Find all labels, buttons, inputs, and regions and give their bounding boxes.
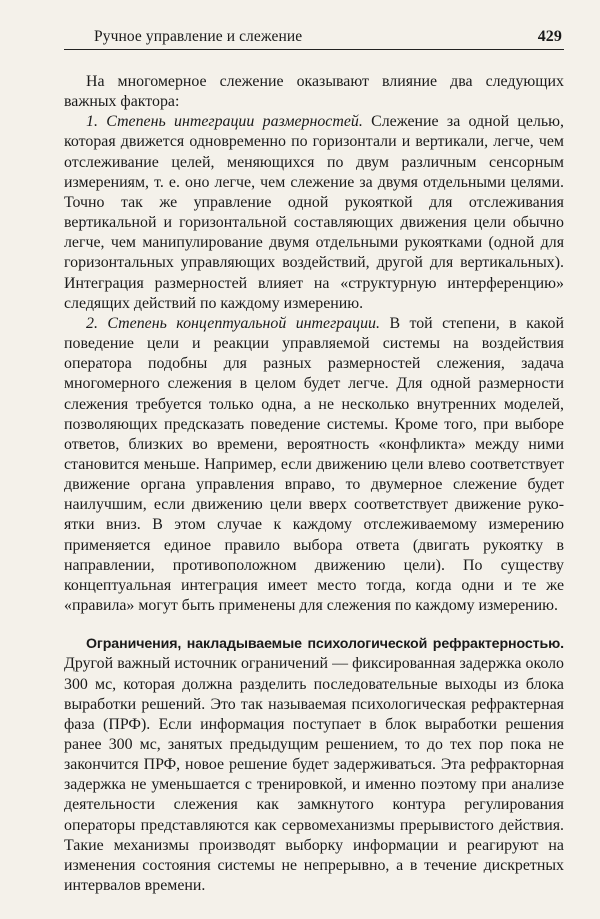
running-header xyxy=(64,28,564,50)
refractory-text: Другой важный источник ограничений — фиксированная задержка около 300 мс, которая должна разделить последовательные выходы из блока выработки решений. Это так называемая психологическая рефрактерная фаза (ПРФ). Если информация поступает в блок выработки решения ранее 300 мс, занятых предыдущим решением, то до тех пор пока не закончится ПРФ, новое решение будет задерживаться. Эта рефракторная задержка не уменьшается с тренировкой, и именно поэтому при анализе деятельности слежения как замкнутого контура регулирования операторы представляются как сервомеханизмы прерывистого действия. Такие механизмы производят выборку информации и реагируют на изменения состояния системы не непрерывно, а в течение дискретных интервалов времени. xyxy=(64,655,564,895)
paragraph-conceptual-integration xyxy=(64,314,564,616)
paragraph-refractory xyxy=(64,634,564,896)
paragraph-dimension-integration xyxy=(64,112,564,314)
section-heading: Ограничения, накладываемые психологической рефрактерностью. xyxy=(86,636,564,653)
section-spacer xyxy=(64,616,564,634)
factor-1-text: Слежение за одной целью, которая движется одновременно по горизонтали и вертикали, легче, чем отслеживание целей, меняющихся по двум различным сенсорным измерениям, т. е. оно легче, чем слежение за двумя отдельными целями. Точно так же управление одной рукояткой для отслеживания вертикальной и горизонтальной составляющих движения цели обычно легче, чем манипулирование двумя отдельными рукоятками (одной для горизонтальных управляющих воздействий, другой для вертикальных). Интеграция размерностей влияет на «структурную интерференцию» следящих действий по каждому измерению. xyxy=(64,113,564,312)
running-title: Ручное управление и слежение xyxy=(94,28,303,45)
paragraph-intro: На многомерное слежение оказывают влияние два следующих важных фактора: xyxy=(64,73,564,111)
page-number: 429 xyxy=(537,28,562,45)
factor-2-text: В той степени, в какой поведение цели и реакции управляемой системы на воздействия оператора подобны для разных размерностей слежения, задача многомерного слежения в целом будет легче. Для одной размерности слежения требуется только одна, а не несколько внутренних моделей, позволяющих предсказать поведение системы. Кроме того, при выборе ответов, близких во времени, вероятность «конфликта» между ними становится меньше. Например, если движению цели влево соответствует движение органа управления вправо, то двумерное слежение будет наилучшим, если движению цели вверх соответствует движение рукоятки вниз. В этом случае к каждому отслеживаемому измерению применяется единое правило выбора ответа (двигать рукоятку в направлении, противоположном движению цели). По существу концептуальная интеграция имеет место тогда, когда одни и те же «правила» могут быть применены для слежения по каждому измерению. xyxy=(64,314,564,615)
factor-1-label: 1. Степень интеграции размерностей. xyxy=(86,113,363,131)
factor-2-label: 2. Степень концептуальной интеграции. xyxy=(86,314,380,332)
body-text xyxy=(64,72,564,896)
